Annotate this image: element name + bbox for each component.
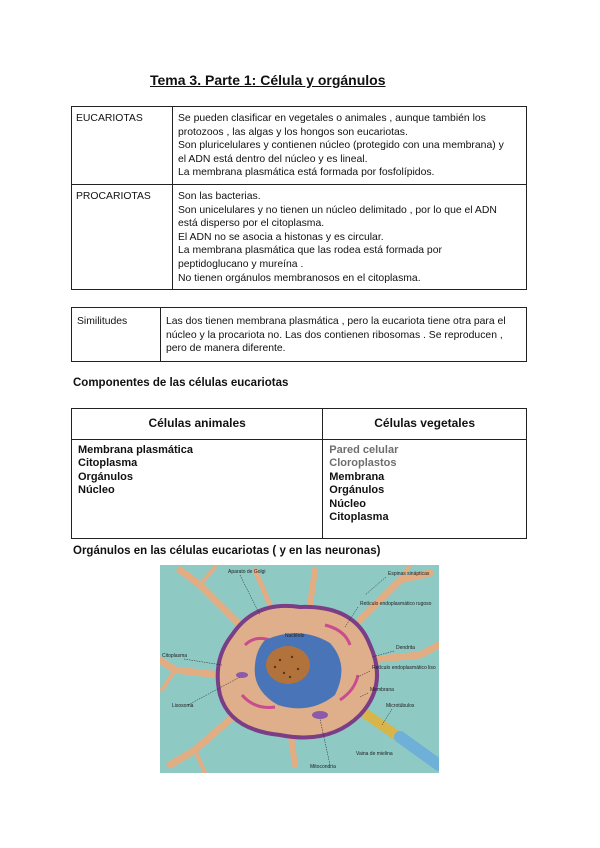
list-item: Membrana	[329, 470, 385, 483]
cell-type-description	[173, 184, 527, 289]
organelles-heading: Orgánulos en las células eucariotas ( y en las neuronas)	[73, 545, 381, 557]
label-golgi: Aparato de Golgi	[228, 569, 266, 575]
components-table	[71, 408, 527, 539]
list-item: Núcleo	[78, 484, 115, 497]
text-line: La membrana plasmática está formada por fosfolípidos.	[178, 167, 435, 179]
cell-type-description	[173, 107, 527, 185]
table-row	[72, 184, 527, 289]
plant-components-list	[323, 440, 527, 539]
table-row	[72, 440, 527, 539]
label-microtubules: Microtúbulos	[386, 703, 415, 709]
cell-types-table	[71, 106, 527, 290]
similarities-table	[71, 307, 527, 362]
text-line: Son pluricelulares y contienen núcleo (protegido con una membrana) y	[178, 140, 504, 152]
table-row	[72, 107, 527, 185]
text-line: Son las bacterias.	[178, 190, 261, 202]
animal-components-list	[72, 440, 323, 539]
text-line: El ADN no se asocia a histonas y es circular.	[178, 231, 384, 243]
label-smooth-er: Retículo endoplasmático liso	[372, 665, 436, 671]
list-item: Cloroplastos	[329, 457, 397, 470]
list-item: Pared celular	[329, 444, 399, 456]
label-lysosome: Lisosoma	[172, 703, 194, 709]
label-cytoplasm: Citoplasma	[162, 653, 188, 659]
mitochondrion	[312, 711, 328, 719]
list-item: Orgánulos	[78, 470, 134, 483]
label-rough-er: Retículo endoplasmático rugoso	[360, 601, 432, 607]
label-myelin: Vaina de mielina	[356, 751, 393, 757]
text-line: el ADN está dentro del núcleo y es lineal.	[178, 153, 368, 165]
list-item: Citoplasma	[329, 511, 389, 524]
text-line: Son unicelulares y no tienen un núcleo delimitado , por lo que el ADN	[178, 204, 497, 216]
text-line: protozoos , las algas y los hongos son eucariotas.	[178, 126, 408, 138]
label-mitochondria: Mitocondria	[310, 764, 336, 770]
text-line: peptidoglucano y mureína .	[178, 258, 304, 270]
label-nucleolus: Nucléolo	[285, 633, 305, 639]
label-dendrite: Dendrita	[396, 645, 415, 651]
components-heading: Componentes de las células eucariotas	[73, 377, 289, 389]
similarities-text: Las dos tienen membrana plasmática , pero la eucariota tiene otra para el núcleo y la procariota no. Las dos contienen ribosomas . Se reproducen , pero de manera diferente.	[161, 308, 527, 362]
page-title: Tema 3. Parte 1: Célula y orgánulos	[150, 72, 386, 88]
cell-type-name: EUCARIOTAS	[72, 107, 173, 185]
plant-cells-header: Células vegetales	[323, 409, 527, 440]
text-line: No tienen orgánulos membranosos en el citoplasma.	[178, 272, 421, 284]
table-row	[72, 308, 527, 362]
list-item: Citoplasma	[78, 457, 138, 470]
list-item: Núcleo	[329, 497, 366, 510]
mitochondrion	[236, 672, 248, 678]
cell-type-name: PROCARIOTAS	[72, 184, 173, 289]
animal-cells-header: Células animales	[72, 409, 323, 440]
text-line: La membrana plasmática que las rodea está formada por	[178, 245, 442, 257]
list-item: Orgánulos	[329, 484, 385, 497]
similarities-label: Similitudes	[72, 308, 161, 362]
neuron-diagram	[160, 565, 439, 773]
label-membrane: Membrana	[370, 687, 394, 693]
table-header-row	[72, 409, 527, 440]
text-line: Se pueden clasificar en vegetales o animales , aunque también los	[178, 113, 486, 124]
nucleolus	[266, 646, 310, 684]
label-synaptic-spines: Espinas sinápticas	[388, 571, 430, 577]
text-line: está disperso por el citoplasma.	[178, 218, 325, 230]
list-item: Membrana plasmática	[78, 444, 193, 456]
